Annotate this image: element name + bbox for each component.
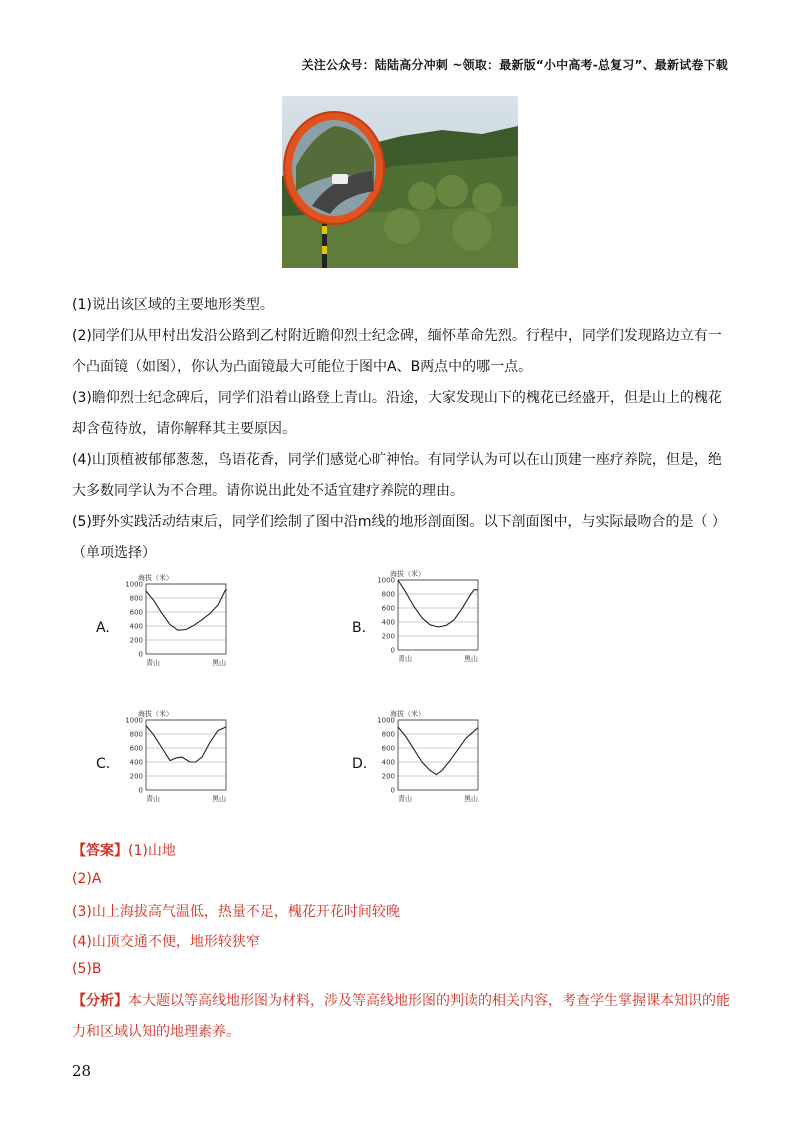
option-d-label: D. bbox=[352, 756, 368, 772]
profile-chart-b bbox=[370, 568, 488, 668]
y-tick-label: 1000 bbox=[377, 576, 395, 585]
y-tick-label: 800 bbox=[381, 590, 395, 599]
x-label-start: 青山 bbox=[398, 655, 412, 663]
page-number: 28 bbox=[72, 1062, 92, 1080]
y-tick-label: 400 bbox=[129, 758, 143, 767]
option-b-label: B. bbox=[352, 620, 367, 636]
y-tick-label: 600 bbox=[381, 604, 395, 613]
y-tick-label: 0 bbox=[138, 650, 143, 659]
page-header: 关注公众号：陆陆高分冲刺 ~领取：最新版“小中高考-总复习”、最新试卷下载 bbox=[301, 58, 728, 72]
option-a-label: A. bbox=[96, 620, 110, 636]
y-tick-label: 0 bbox=[390, 786, 395, 795]
y-tick-label: 800 bbox=[381, 730, 395, 739]
plot-frame bbox=[146, 584, 226, 654]
y-tick-label: 0 bbox=[390, 646, 395, 655]
question-5: (5)野外实践活动结束后，同学们绘制了图中沿m线的地形剖面图。以下剖面图中，与实际最吻合的是（ ）（单项选择） bbox=[72, 514, 726, 561]
y-tick-label: 200 bbox=[381, 772, 395, 781]
x-label-end: 黑山 bbox=[464, 795, 478, 803]
profile-line bbox=[146, 589, 226, 630]
question-4: (4)山顶植被郁郁葱葱，鸟语花香，同学们感觉心旷神怡。有同学认为可以在山顶建一座疗养院，但是，绝大多数同学认为不合理。请你说出此处不适宜建疗养院的理由。 bbox=[72, 452, 722, 499]
y-tick-label: 800 bbox=[129, 730, 143, 739]
y-tick-label: 1000 bbox=[125, 580, 143, 589]
y-tick-label: 800 bbox=[129, 594, 143, 603]
convex-mirror-photo bbox=[282, 96, 518, 268]
y-tick-label: 200 bbox=[129, 772, 143, 781]
analysis-text: 本大题以等高线地形图为材料，涉及等高线地形图的判读的相关内容，考查学生掌握课本知识的能力和区域认知的地理素养。 bbox=[72, 993, 730, 1040]
question-3: (3)瞻仰烈士纪念碑后，同学们沿着山路登上青山。沿途，大家发现山下的槐花已经盛开，但是山上的槐花却含苞待放，请你解释其主要原因。 bbox=[72, 390, 722, 437]
y-tick-label: 600 bbox=[381, 744, 395, 753]
question-1: (1)说出该区域的主要地形类型。 bbox=[72, 297, 274, 313]
profile-chart-c bbox=[118, 708, 236, 808]
profile-chart-d bbox=[370, 708, 488, 808]
y-axis-label: 海拔（米） bbox=[390, 710, 425, 718]
profile-line bbox=[146, 726, 226, 762]
y-tick-label: 1000 bbox=[125, 716, 143, 725]
answer-5: (5)B bbox=[72, 961, 102, 977]
x-label-start: 青山 bbox=[146, 659, 160, 667]
profile-chart-a bbox=[118, 572, 236, 672]
answer-tag: 【答案】 bbox=[72, 843, 128, 859]
analysis-tag: 【分析】 bbox=[72, 993, 128, 1009]
answer-line-1 bbox=[72, 840, 732, 860]
y-tick-label: 1000 bbox=[377, 716, 395, 725]
plot-frame bbox=[146, 720, 226, 790]
question-2: (2)同学们从甲村出发沿公路到乙村附近瞻仰烈士纪念碑，缅怀革命先烈。行程中，同学们发现路边立有一个凸面镜（如图），你认为凸面镜最大可能位于图中A、B两点中的哪一点。 bbox=[72, 328, 722, 375]
y-tick-label: 400 bbox=[381, 618, 395, 627]
answer-2: (2)A bbox=[72, 871, 102, 887]
y-tick-label: 200 bbox=[381, 632, 395, 641]
y-tick-label: 400 bbox=[381, 758, 395, 767]
y-tick-label: 0 bbox=[138, 786, 143, 795]
x-label-end: 黑山 bbox=[212, 659, 226, 667]
x-label-end: 黑山 bbox=[212, 795, 226, 803]
option-c-label: C. bbox=[96, 756, 111, 772]
y-tick-label: 600 bbox=[129, 608, 143, 617]
analysis-paragraph bbox=[72, 986, 732, 1048]
plot-frame bbox=[398, 580, 478, 650]
answer-3: (3)山上海拔高气温低，热量不足，槐花开花时间较晚 bbox=[72, 904, 400, 920]
y-tick-label: 400 bbox=[129, 622, 143, 631]
y-axis-label: 海拔（米） bbox=[138, 710, 173, 718]
y-tick-label: 600 bbox=[129, 744, 143, 753]
x-label-start: 青山 bbox=[146, 795, 160, 803]
y-axis-label: 海拔（米） bbox=[390, 570, 425, 578]
y-tick-label: 200 bbox=[129, 636, 143, 645]
y-axis-label: 海拔（米） bbox=[138, 574, 173, 582]
plot-frame bbox=[398, 720, 478, 790]
x-label-start: 青山 bbox=[398, 795, 412, 803]
answer-4: (4)山顶交通不便，地形较狭窄 bbox=[72, 934, 260, 950]
answer-1: (1)山地 bbox=[128, 843, 176, 859]
profile-line bbox=[398, 580, 478, 627]
x-label-end: 黑山 bbox=[464, 655, 478, 663]
